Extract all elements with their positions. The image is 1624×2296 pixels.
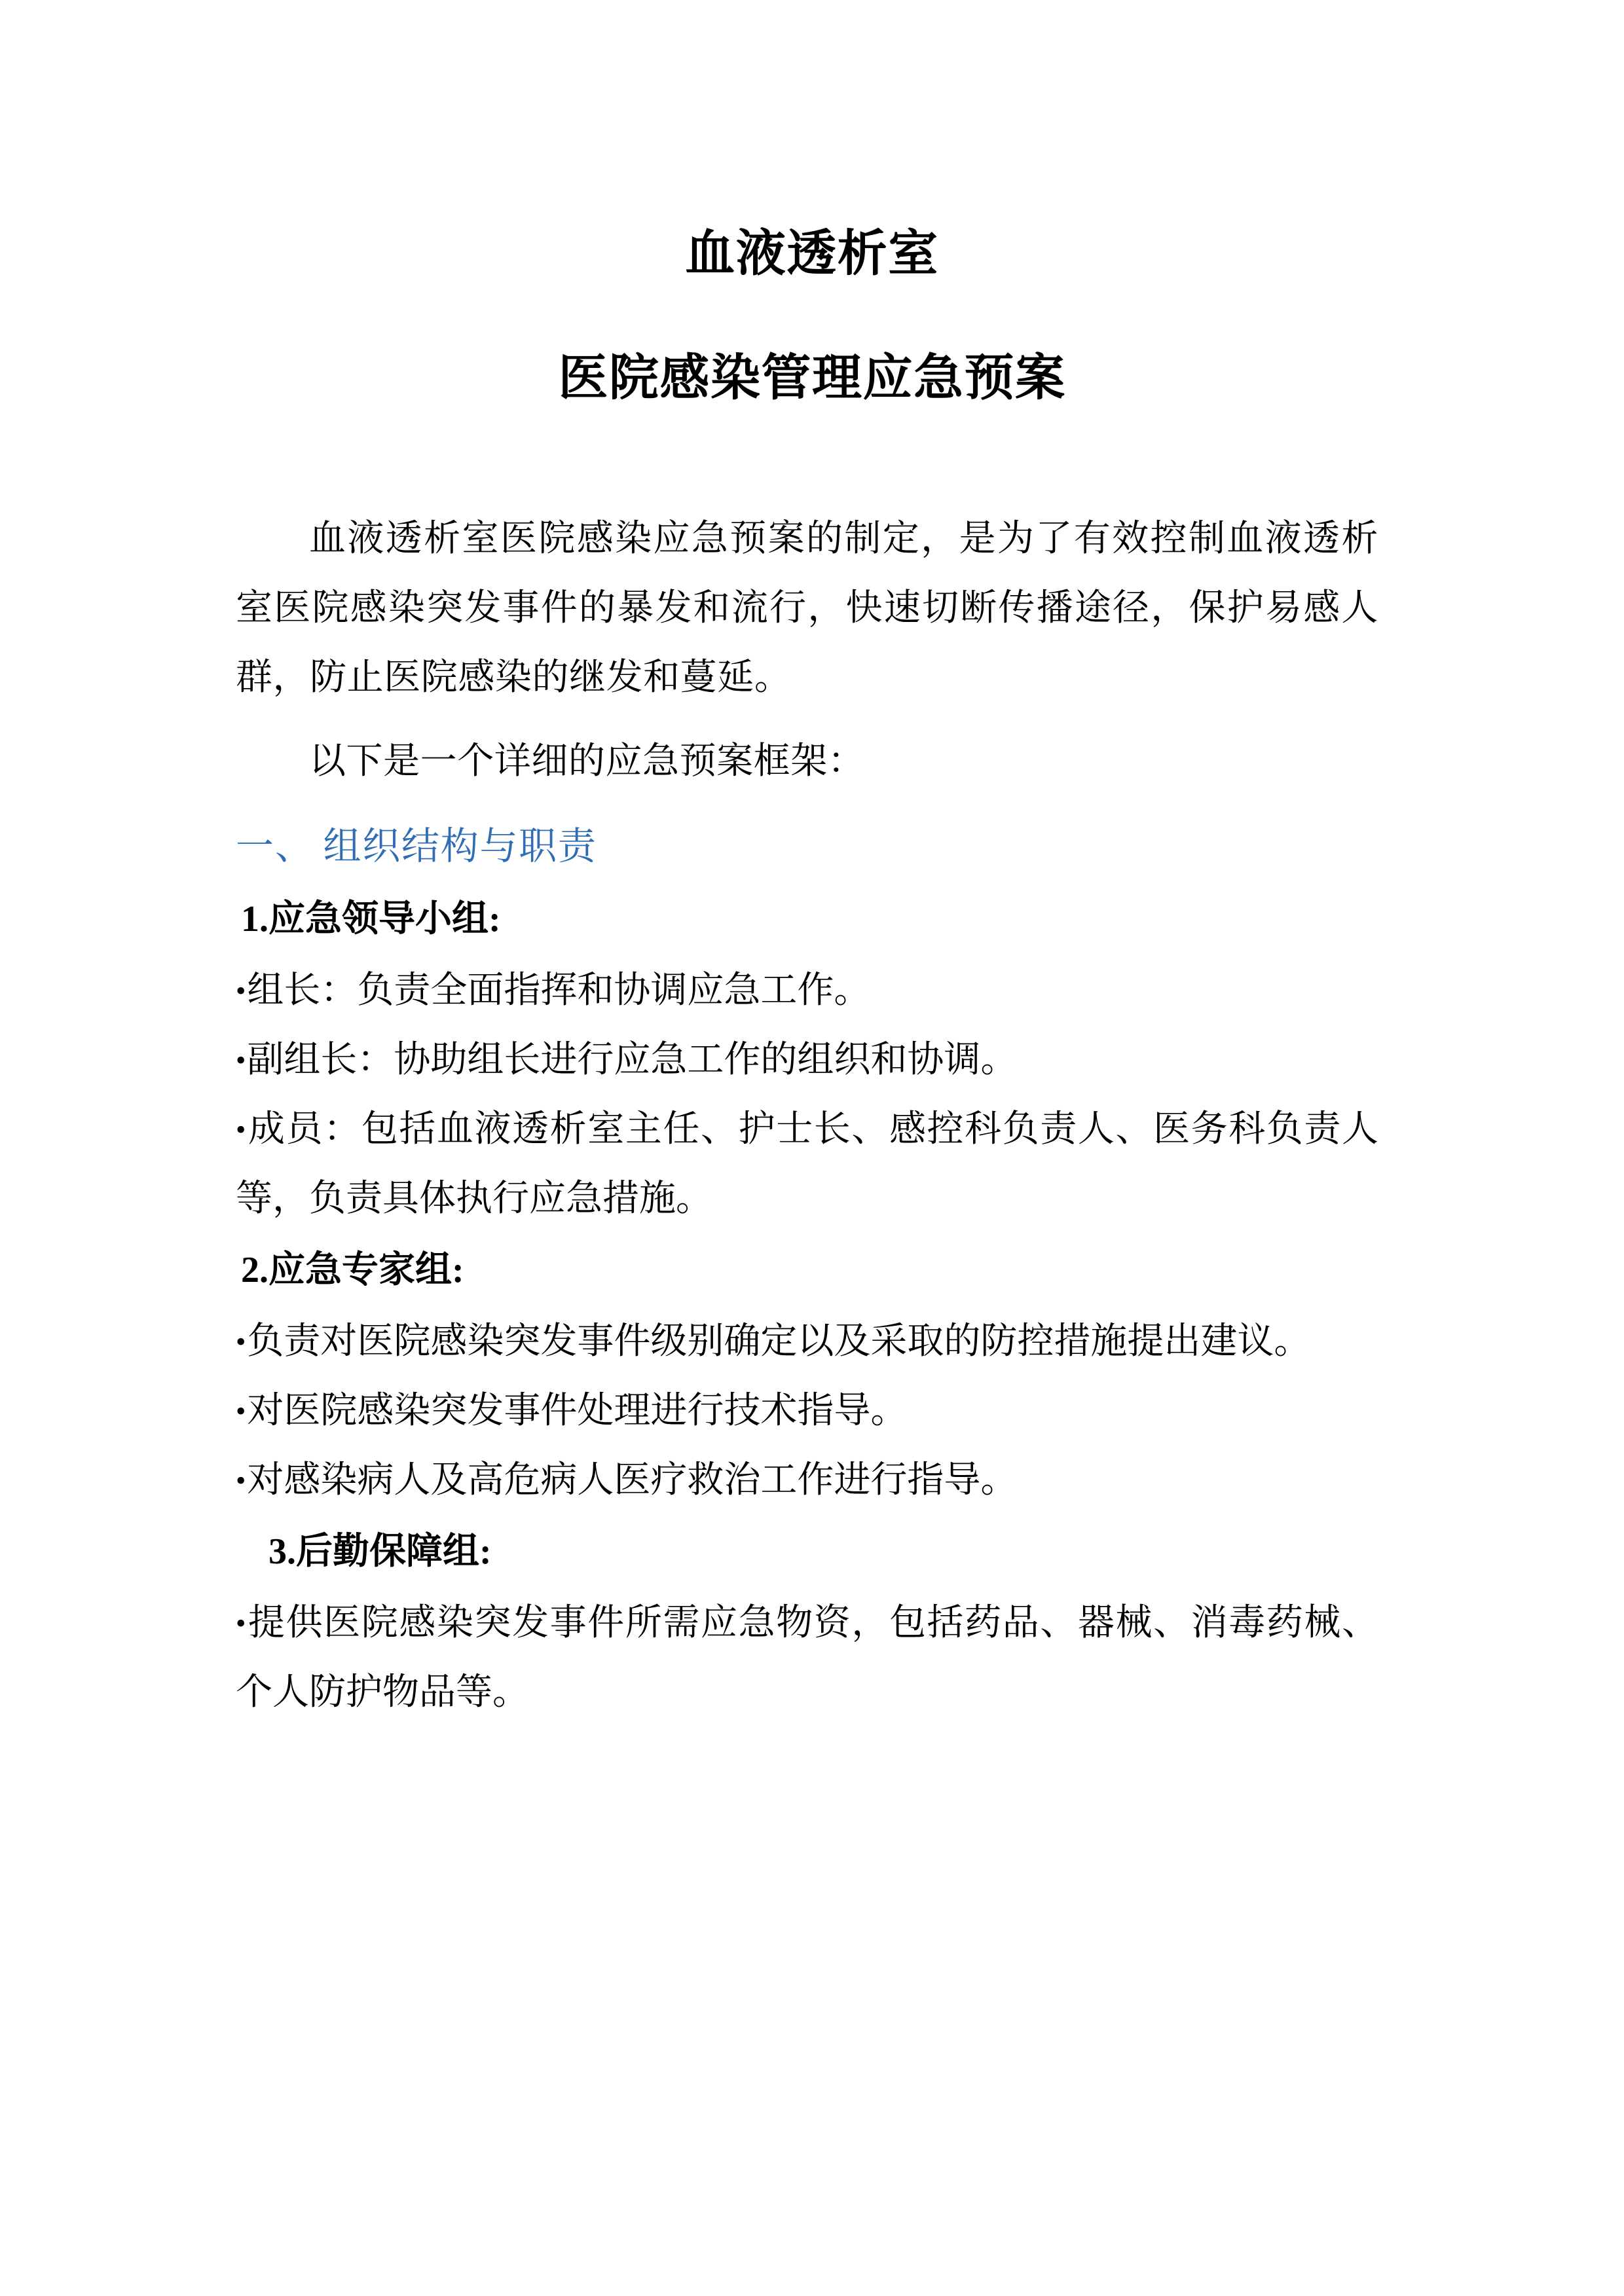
document-body bbox=[236, 504, 1378, 1727]
page-title-line-1: 血液透析室 bbox=[685, 226, 939, 282]
section-number: 一、 bbox=[236, 825, 314, 867]
list-item bbox=[236, 1095, 1378, 1233]
bullet-icon: • bbox=[236, 1326, 246, 1358]
subheading-logistics-support-group: 3.后勤保障组: bbox=[268, 1531, 492, 1572]
spacer bbox=[236, 712, 1378, 727]
spacer bbox=[236, 796, 1378, 811]
list-item bbox=[236, 1307, 1378, 1376]
list-item bbox=[236, 1025, 1378, 1095]
lead-in-paragraph: 以下是一个详细的应急预案框架： bbox=[309, 741, 865, 782]
list-item-text: 组长：负责全面指挥和协调应急工作。 bbox=[247, 970, 871, 1011]
bullet-icon: • bbox=[236, 1114, 246, 1146]
bullet-icon: • bbox=[236, 1395, 246, 1428]
list-item bbox=[236, 956, 1378, 1025]
list-item-text: 对医院感染突发事件处理进行技术指导。 bbox=[247, 1391, 908, 1431]
section-heading-1 bbox=[236, 811, 1378, 883]
bullet-icon: • bbox=[236, 975, 246, 1008]
list-item-text: 提供医院感染突发事件所需应急物资，包括药品、器械、消毒药械、个人防护物品等。 bbox=[236, 1603, 1378, 1713]
subheading-emergency-expert-group: 2.应急专家组: bbox=[241, 1250, 464, 1290]
list-item bbox=[236, 1376, 1378, 1446]
list-item-text: 负责对医院感染突发事件级别确定以及采取的防控措施提出建议。 bbox=[247, 1321, 1311, 1362]
page-title-line-2: 医院感染管理应急预案 bbox=[558, 350, 1066, 406]
list-item-text: 成员：包括血液透析室主任、护士长、感控科负责人、医务科负责人等，负责具体执行应急措施。 bbox=[236, 1109, 1378, 1219]
list-item bbox=[236, 1588, 1378, 1727]
bullet-icon: • bbox=[236, 1465, 246, 1497]
section-title: 组织结构与职责 bbox=[323, 825, 597, 867]
intro-paragraph: 血液透析室医院感染应急预案的制定，是为了有效控制血液透析室医院感染突发事件的暴发和流行，快速切断传播途径，保护易感人群，防止医院感染的继发和蔓延。 bbox=[236, 519, 1378, 698]
subheading-emergency-leadership-group: 1.应急领导小组: bbox=[241, 899, 501, 939]
list-item bbox=[236, 1446, 1378, 1515]
bullet-icon: • bbox=[236, 1607, 246, 1640]
bullet-icon: • bbox=[236, 1044, 246, 1077]
list-item-text: 对感染病人及高危病人医疗救治工作进行指导。 bbox=[247, 1460, 1018, 1501]
list-item-text: 副组长：协助组长进行应急工作的组织和协调。 bbox=[247, 1040, 1018, 1080]
